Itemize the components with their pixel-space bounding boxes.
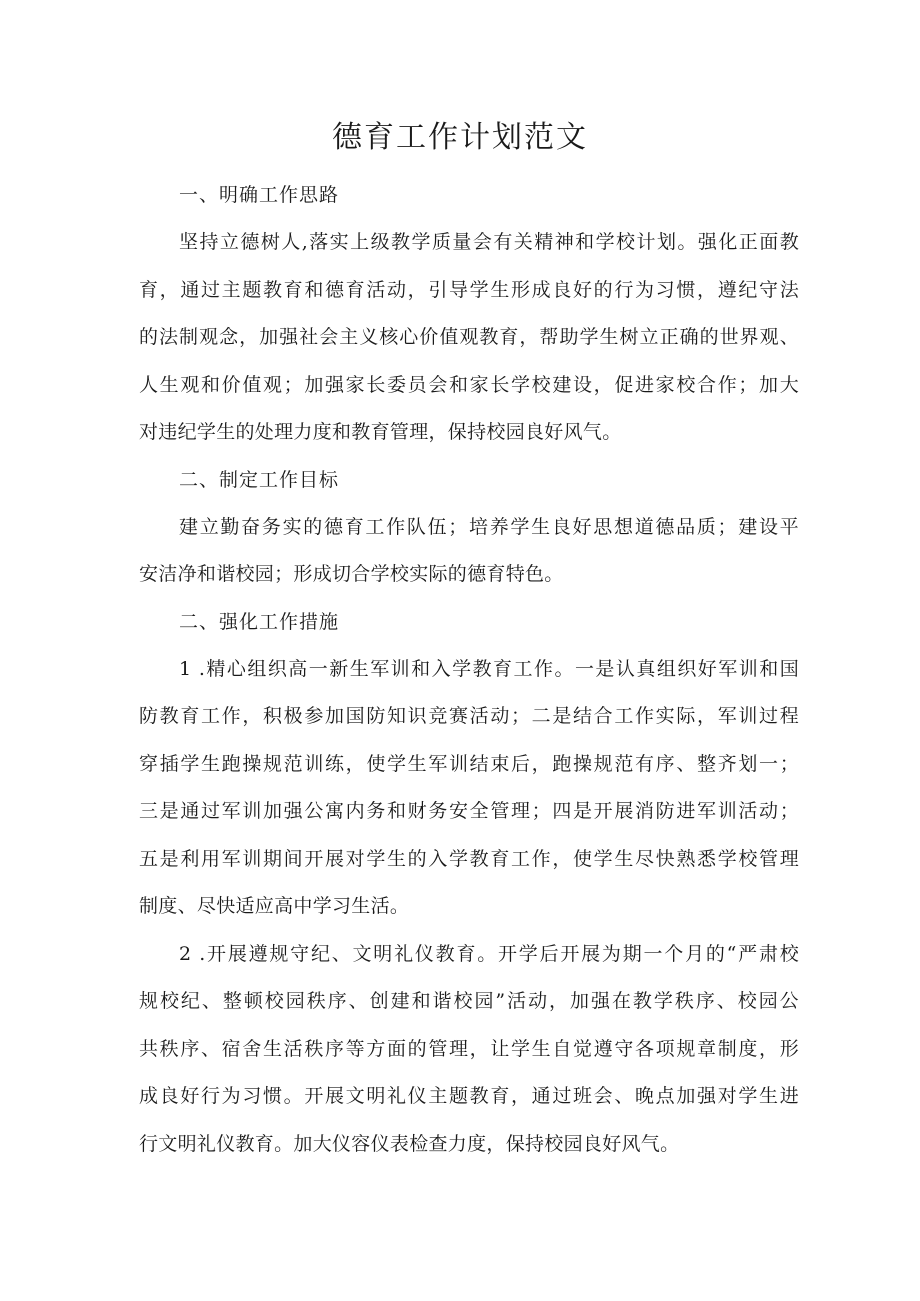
section-3-paragraph-2 [139,931,799,1169]
section-3-paragraph-1 [139,646,799,931]
text-line: 行文明礼仪教育。加大仪容仪表检查力度，保持校园良好风气。 [139,1132,680,1155]
text-line: 安洁净和谐校园；形成切合学校实际的德育特色。 [139,563,564,585]
text-line: 人生观和价值观；加强家长委员会和家长学校建设，促进家校合作；加大 [139,373,799,396]
text-line: 的法制观念，加强社会主义核心价值观教育，帮助学生树立正确的世界观、 [139,326,799,348]
section-1-paragraph [139,219,799,457]
text-line: 制度、尽快适应高中学习生活。 [139,895,410,917]
section-heading-2: 二、制定工作目标 [179,468,340,491]
text-line: 成良好行为习惯。开展文明礼仪主题教育，通过班会、晚点加强对学生进 [139,1085,799,1107]
text-line: 规校纪、整顿校园秩序、创建和谐校园”活动，加强在教学秩序、校园公 [139,990,799,1012]
text-line: 坚持立德树人,落实上级教学质量会有关精神和学校计划。强化正面教 [179,231,799,253]
text-line: 对违纪学生的处理力度和教育管理，保持校园良好风气。 [139,421,622,443]
text-line: 防教育工作，积极参加国防知识竞赛活动；二是结合工作实际，军训过程 [139,705,799,727]
section-heading-1: 一、明确工作思路 [179,184,340,206]
text-line: 穿插学生跑操规范训练，使学生军训结束后，跑操规范有序、整齐划一； [139,752,799,775]
section-2-paragraph [139,504,799,599]
text-line: 1 .精心组织高一新生军训和入学教育工作。一是认真组织好军训和国 [179,657,799,680]
section-heading-3: 二、强化工作措施 [179,610,340,633]
document-body [139,172,799,1168]
document-title: 德育工作计划范文 [332,120,588,155]
text-line: 共秩序、宿舍生活秩序等方面的管理，让学生自觉遵守各项规章制度，形 [139,1037,799,1060]
text-line: 五是利用军训期间开展对学生的入学教育工作，使学生尽快熟悉学校管理 [139,847,799,870]
text-line: 建立勤奋务实的德育工作队伍；培养学生良好思想道德品质；建设平 [179,515,799,538]
text-line: 三是通过军训加强公寓内务和财务安全管理；四是开展消防进军训活动； [139,800,799,822]
text-line: 2 .开展遵规守纪、文明礼仪教育。开学后开展为期一个月的“严肃校 [179,942,799,965]
text-line: 育，通过主题教育和德育活动，引导学生形成良好的行为习惯，遵纪守法 [139,278,799,301]
